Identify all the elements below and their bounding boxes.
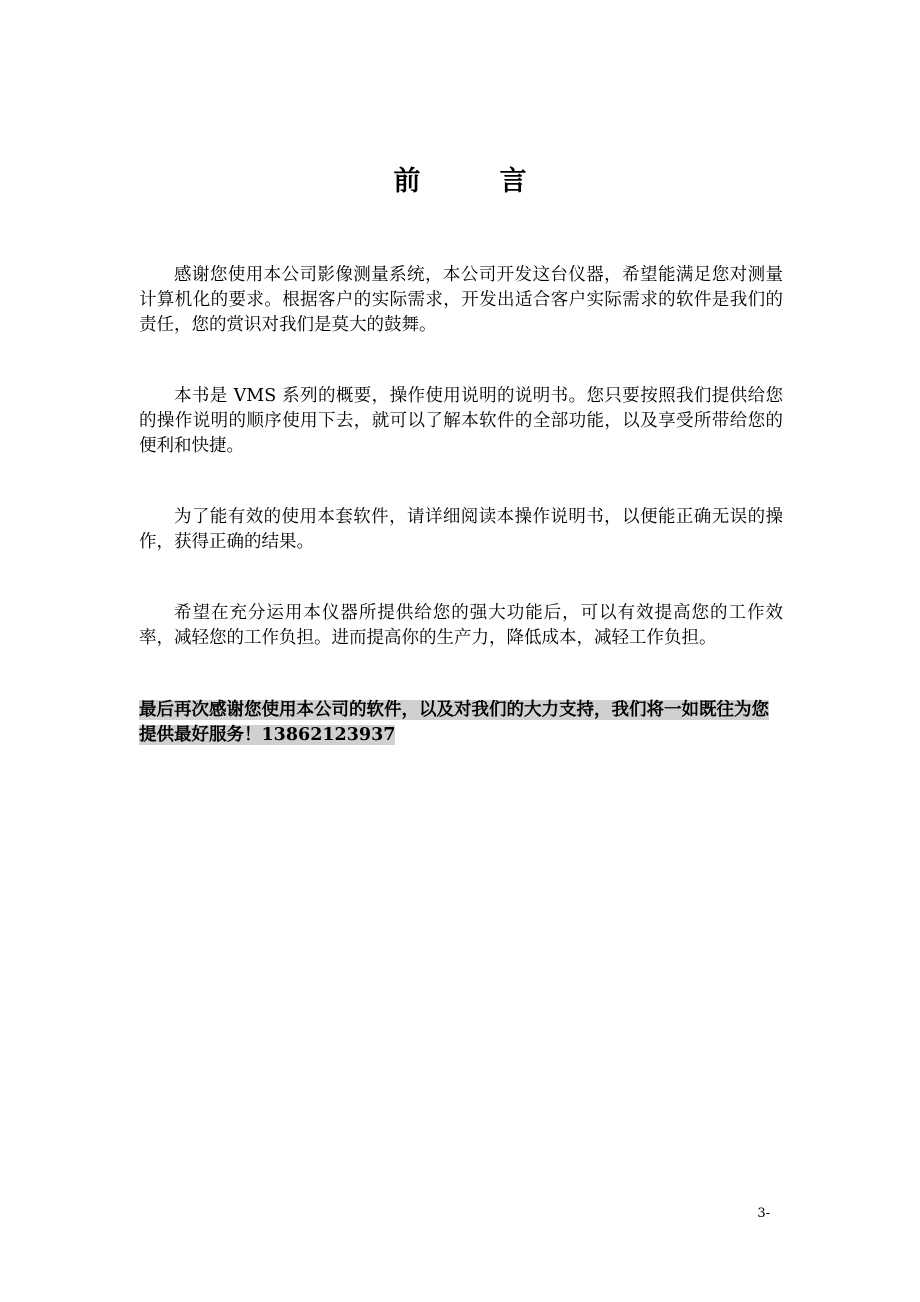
paragraph-manual-overview: 本书是 VMS 系列的概要，操作使用说明的说明书。您只要按照我们提供给您的操作说明的顺序使用下去，就可以了解本软件的全部功能，以及享受所带给您的便利和快捷。 — [139, 386, 783, 456]
closing-statement — [139, 698, 783, 748]
paragraph-efficiency: 希望在充分运用本仪器所提供给您的强大功能后，可以有效提高您的工作效率，减轻您的工作负担。进而提高你的生产力，降低成本，减轻工作负担。 — [139, 603, 783, 648]
paragraph-reading-advice: 为了能有效的使用本套软件，请详细阅读本操作说明书，以便能正确无误的操作，获得正确的结果。 — [139, 507, 783, 552]
paragraph-thanks: 感谢您使用本公司影像测量系统，本公司开发这台仪器，希望能满足您对测量计算机化的要求。根据客户的实际需求，开发出适合客户实际需求的软件是我们的责任，您的赏识对我们是莫大的鼓舞。 — [139, 265, 783, 335]
page-number: 3- — [757, 1206, 770, 1221]
closing-highlight-text: 最后再次感谢您使用本公司的软件，以及对我们的大力支持，我们将一如既往为您提供最好服务！13862123937 — [139, 700, 769, 745]
page-title: 前 言 — [393, 166, 553, 197]
